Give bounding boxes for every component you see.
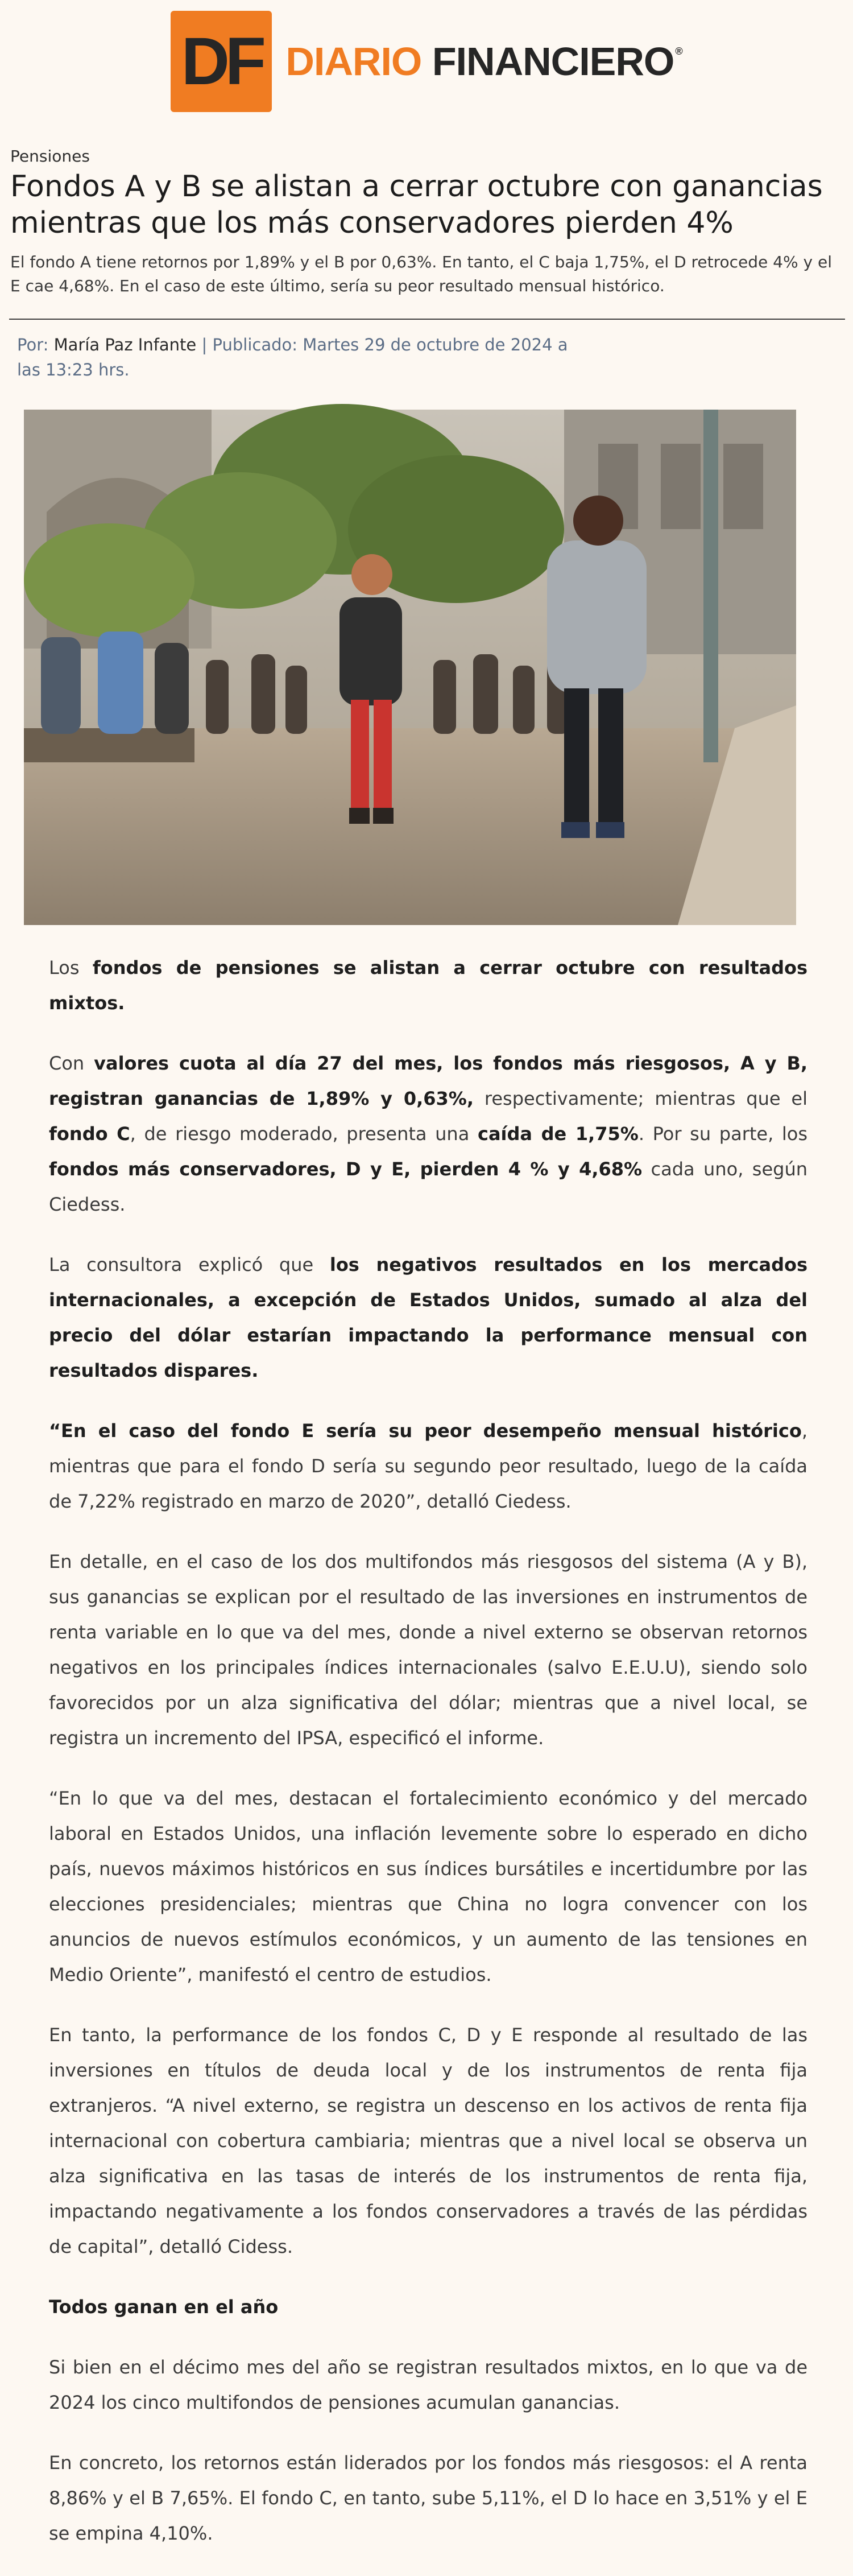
byline xyxy=(17,332,574,382)
article-lead: El fondo A tiene retornos por 1,89% y el B por 0,63%. En tanto, el C baja 1,75%, el D retrocede 4% y el E cae 4,68%. En el caso de este último, sería su peor resultado mensual histórico. xyxy=(10,253,832,295)
byline-by-label: Por: xyxy=(17,335,49,354)
paragraph-1: Los fondos de pensiones se alistan a cerrar octubre con resultados mixtos. xyxy=(49,957,808,1014)
site-header xyxy=(0,10,853,113)
article-body xyxy=(49,950,808,2576)
paragraph-8: Si bien en el décimo mes del año se registran resultados mixtos, en lo que va de 2024 los cinco multifondos de pensiones acumulan ganancias. xyxy=(49,2356,808,2413)
registered-mark: ® xyxy=(675,46,682,57)
paragraph-3: La consultora explicó que los negativos resultados en los mercados internacionales, a excepción de Estados Unidos, sumado al alza del precio del dólar estarían impactando la performance mensual con resultados dispares. xyxy=(49,1254,808,1381)
logo-wordmark xyxy=(285,39,682,84)
byline-separator: | xyxy=(201,335,208,354)
paragraph-9: En concreto, los retornos están liderados por los fondos más riesgosos: el A renta 8,86% y el B 7,65%. El fondo C, en tanto, sube 5,11%, el D lo hace en 3,51% y el E se empina 4,10%. xyxy=(49,2452,808,2544)
site-logo[interactable] xyxy=(171,11,682,112)
paragraph-5: En detalle, en el caso de los dos multifondos más riesgosos del sistema (A y B), sus ganancias se explican por el resultado de las inversiones en instrumentos de renta variable en lo que va del mes, donde a nivel externo se observan retornos negativos en los principales índices internacionales (salvo E.E.U.U), siendo solo favorecidos por un alza significativa del dólar; mientras que a nivel local, se registra un incremento del IPSA, especificó el informe. xyxy=(49,1551,808,1749)
author-link[interactable]: María Paz Infante xyxy=(53,335,197,354)
article-photo xyxy=(24,410,796,925)
paragraph-4: “En el caso del fondo E sería su peor desempeño mensual histórico, mientras que para el fondo D sería su segundo peor resultado, luego de la caída de 7,22% registrado en marzo de 2020”, detalló Ciedess. xyxy=(49,1420,808,1512)
paragraph-2: Con valores cuota al día 27 del mes, los fondos más riesgosos, A y B, registran ganancias de 1,89% y 0,63%, respectivamente; mientras que el fondo C, de riesgo moderado, presenta una caída de 1,75%. Por su parte, los fondos más conservadores, D y E, pierden 4 % y 4,68% cada uno, según Ciedess. xyxy=(49,1052,808,1215)
logo-word-diario: DIARIO xyxy=(285,39,422,84)
paragraph-6: “En lo que va del mes, destacan el fortalecimiento económico y del mercado laboral en Estados Unidos, una inflación levemente sobre lo esperado en dicho país, nuevos máximos históricos en sus índices bursátiles e incertidumbre por las elecciones presidenciales; mientras que China no logra convencer con los anuncios de nuevos estímulos económicos, y un aumento de las tensiones en Medio Oriente”, manifestó el centro de estudios. xyxy=(49,1787,808,1985)
logo-mark xyxy=(171,11,272,112)
section-link[interactable]: Pensiones xyxy=(10,147,90,166)
published-date: Publicado: Martes 29 de octubre de 2024 a las 13:23 hrs. xyxy=(17,335,568,379)
article-title: Fondos A y B se alistan a cerrar octubre con ganancias mientras que los más conservadores pierden 4% xyxy=(10,170,823,240)
street-scene-image xyxy=(24,410,796,925)
logo-word-financiero: FINANCIERO xyxy=(432,39,674,84)
subheading: Todos ganan en el año xyxy=(49,2296,279,2318)
logo-mark-text: DF xyxy=(181,24,262,99)
divider xyxy=(9,319,845,320)
paragraph-7: En tanto, la performance de los fondos C, D y E responde al resultado de las inversiones en títulos de deuda local y de los instrumentos de renta fija extranjeros. “A nivel externo, se registra un descenso en los activos de renta fija internacional con cobertura cambiaria; mientras que a nivel local se observa un alza significativa en las tasas de interés de los instrumentos de renta fija, impactando negativamente a los fondos conservadores a través de las pérdidas de capital”, detalló Cidess. xyxy=(49,2024,808,2257)
